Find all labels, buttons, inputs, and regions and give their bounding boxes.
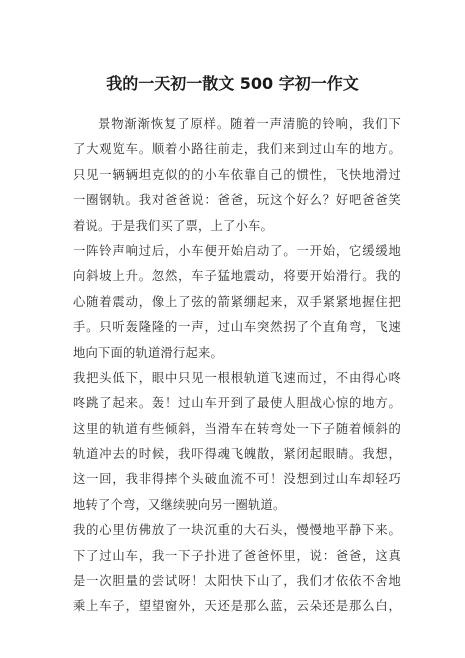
text-line: 向斜坡上升。忽然，车子猛地震动，将要开始滑行。我的 [73,269,401,284]
text-line: 这里的轨道有些倾斜，当滑车在转弯处一下子随着倾斜的 [73,421,401,436]
text-line: 是一次胆量的尝试呀！太阳快下山了，我们才依依不舍地 [73,574,401,589]
text-line: 只见一辆辆坦克似的的小车依靠自己的惯性，飞快地滑过 [73,167,401,182]
document-title: 我的一天初一散文 500 字初一作文 [106,74,359,93]
text-line: 着说。于是我们买了票，上了小车。 [73,218,273,233]
text-line: 我的心里仿佛放了一块沉重的大石头，慢慢地平静下来。 [73,523,401,538]
text-line: 地转了个弯，又继续驶向另一圈轨道。 [73,497,286,512]
text-line: 手。只听轰隆隆的一声，过山车突然拐了个直角弯，飞速 [73,320,401,335]
text-line: 轨道冲去的时候，我吓得魂飞魄散，紧闭起眼睛。我想， [73,447,401,462]
text-line: 乘上车子，望望窗外，天还是那么蓝，云朵还是那么白， [73,599,401,614]
text-line: 我把头低下，眼中只见一根根轨道飞速而过，不由得心咚 [73,370,401,385]
text-line: 一圈钢轨。我对爸爸说：爸爸，玩这个好么？好吧爸爸笑 [73,193,401,208]
text-line: 咚跳了起来。轰！过山车开到了最使人胆战心惊的地方。 [73,396,401,411]
text-line: 下了过山车，我一下子扑进了爸爸怀里，说：爸爸，这真 [73,548,401,563]
text-line: 这一回，我非得摔个头破血流不可！没想到过山车却轻巧 [73,472,401,487]
text-line: 心随着震动，像上了弦的箭紧绷起来，双手紧紧地握住把 [73,294,401,309]
text-line: 地向下面的轨道滑行起来。 [73,345,223,360]
text-line: 一阵铃声响过后，小车便开始启动了。一开始，它缓缓地 [73,243,401,258]
document-body [73,112,401,620]
text-line: 了大观览车。顺着小路往前走，我们来到过山车的地方。 [73,142,401,157]
text-line: 景物渐渐恢复了原样。随着一声清脆的铃响，我们下 [98,117,401,131]
